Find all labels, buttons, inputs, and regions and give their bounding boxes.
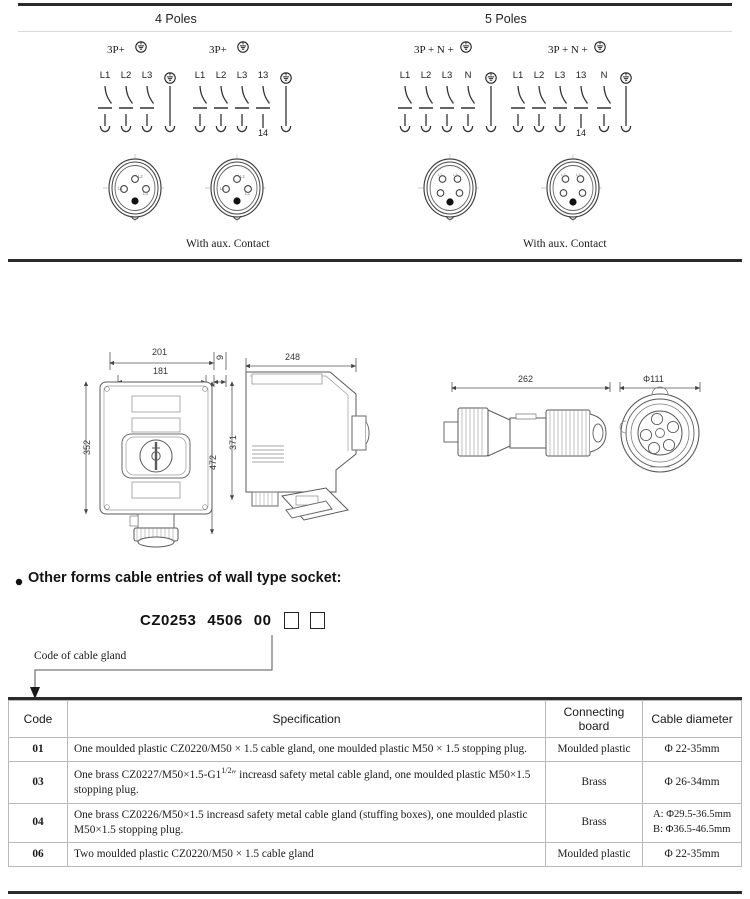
svg-text:L2: L2 [138,174,143,179]
table-bottom-border [8,891,742,894]
cell-spec: Two moulded plastic CZ0220/M50 × 1.5 cable gland [68,843,546,867]
cell-board: Brass [546,762,643,803]
with-aux-caption-4pole: With aux. Contact [186,238,270,250]
col-spec: Specification [68,701,546,738]
dim-side-height-inner: 371 [228,434,238,450]
section-title: Other forms cable entries of wall type socket: [28,570,342,586]
dim-front-width-inner: 181 [153,366,169,376]
svg-text:L1: L1 [220,186,225,191]
cell-board: Moulded plastic [546,738,643,762]
cell-diameter: Φ 22-35mm [643,738,742,762]
svg-text:L3: L3 [245,191,250,196]
header-4-poles: 4 Poles [155,12,197,26]
dimension-drawings [0,330,750,570]
terminal-label: 13 [575,70,587,81]
dim-side-depth: 248 [285,352,301,362]
code-suffix: 00 [253,612,272,629]
code-mid: 4506 [207,612,243,629]
caption-group-2: 3P+ [209,44,227,56]
terminal-label: L3 [236,70,248,81]
svg-text:L2: L2 [438,172,443,177]
dim-side-height-outer: 472 [208,454,218,470]
dim-front-flange: 9 [215,354,225,360]
aux-contact-label: 14 [576,128,587,138]
code-prefix: CZ0253 [140,612,197,629]
col-board: Connecting board [546,701,643,738]
svg-text:L3: L3 [576,172,581,177]
pinface-4pole-standard [103,154,167,222]
section-divider [8,259,742,262]
pinface-4pole-aux [205,154,269,222]
spec-post: ″ increasd safety metal cable gland, one moulded plastic M50×1.5 stopping plug. [74,769,531,797]
aux-contact-label: 14 [258,128,269,138]
terminal-label: L3 [554,70,566,81]
diameter-b: B: Φ36.5-46.5mm [653,823,731,835]
top-rule [18,3,732,6]
terminal-label: L3 [441,70,453,81]
cell-spec: One moulded plastic CZ0220/M50 × 1.5 cable gland, one moulded plastic M50 × 1.5 stopping plug. [68,738,546,762]
terminal-label: N [464,70,472,81]
terminal-label: L1 [399,70,411,81]
cell-diameter: Φ 26-34mm [643,762,742,803]
terminal-label: L1 [512,70,524,81]
caption-group-4: 3P + N + [548,44,588,56]
table-row [9,843,742,867]
table-row [9,803,742,843]
cell-board: Brass [546,803,643,843]
dim-plug-length: 262 [518,374,534,384]
terminal-label: L2 [120,70,132,81]
terminal-label: L1 [99,70,111,81]
dim-front-height: 352 [82,439,92,455]
cell-code: 01 [9,738,68,762]
terminal-label: L2 [420,70,432,81]
caption-group-3: 3P + N + [414,44,454,56]
terminal-label: 13 [257,70,269,81]
leader-label: Code of cable gland [34,650,127,662]
col-diameter: Cable diameter [643,701,742,738]
with-aux-caption-5pole: With aux. Contact [523,238,607,250]
header-5-poles: 5 Poles [485,12,527,26]
cell-spec: One brass CZ0226/M50×1.5 increasd safety metal cable gland (stuffing boxes), one moulded plastic M50×1.5 stopping plug. [68,803,546,843]
pinface-5pole-standard [418,154,482,222]
cell-spec [68,762,546,803]
cell-diameter: Φ 22-35mm [643,843,742,867]
spec-fraction: 1/2 [221,766,232,776]
wiring-diagrams [0,38,750,263]
table-row [9,762,742,803]
cell-board: Moulded plastic [546,843,643,867]
svg-text:L2: L2 [240,174,245,179]
dim-plug-diameter: Φ111 [643,374,664,384]
svg-text:L2: L2 [561,172,566,177]
bullet-icon [14,573,24,583]
col-code: Code [9,701,68,738]
cell-code: 03 [9,762,68,803]
terminal-label: L2 [215,70,227,81]
terminal-label: L2 [533,70,545,81]
cell-diameter [643,803,742,843]
spec-pre: One brass CZ0227/M50×1.5-G1 [74,769,222,782]
svg-text:L3: L3 [143,191,148,196]
terminal-label: L3 [141,70,153,81]
cell-code: 06 [9,843,68,867]
header-underline [18,31,732,32]
terminal-label: N [600,70,608,81]
diameter-a: A: Φ29.5-36.5mm [653,809,732,821]
table-row [9,738,742,762]
svg-text:L3: L3 [453,172,458,177]
terminal-label: L1 [194,70,206,81]
cable-gland-table [8,700,742,867]
pinface-5pole-aux [541,154,605,222]
dim-front-width-outer: 201 [152,347,168,357]
svg-text:L1: L1 [118,186,123,191]
caption-group-1: 3P+ [107,44,125,56]
cell-code: 04 [9,803,68,843]
table-header-row [9,701,742,738]
